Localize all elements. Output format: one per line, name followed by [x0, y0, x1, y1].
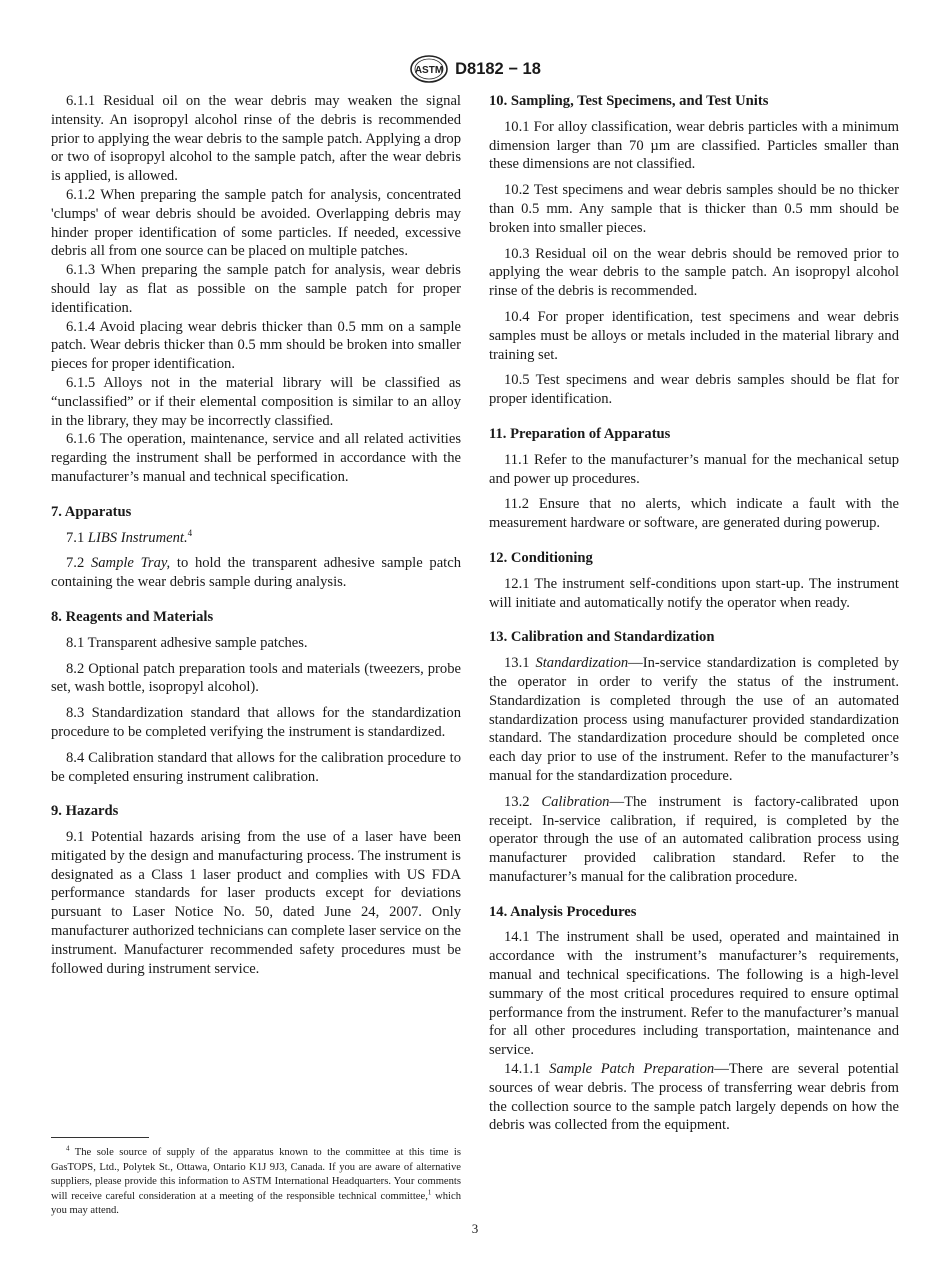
- paragraph-7-2: [51, 554, 461, 592]
- paragraph-6-1-6: 6.1.6 The operation, maintenance, service and all related activities regarding the instrument shall be performed in accordance with the manufacturer’s manual and technical specification.: [51, 431, 461, 485]
- paragraph-10-4: 10.4 For proper identification, test specimens and wear debris samples must be alloys or metals included in the material library and training set.: [489, 308, 899, 363]
- paragraph-8-4: 8.4 Calibration standard that allows for the calibration procedure to be completed ensuring instrument calibration.: [51, 749, 461, 785]
- paragraph-7-1-number: 7.1: [66, 529, 88, 546]
- footnote-marker: 4: [66, 1144, 70, 1153]
- paragraph-8-1: 8.1 Transparent adhesive sample patches.: [66, 634, 308, 651]
- footnote-4-text: [51, 1146, 461, 1219]
- paragraph-13-1-text: —In-service standardization is completed by the operator in order to verify the status of the instrument. Standardization is completed through the use of an automated standardization process using manufacturer provided standardization standard. The standardization procedure should be completed once each day prior to use of the instrument. Refer to the manufacturer’s manual for the standardization procedure.: [489, 655, 899, 784]
- paragraph-10-2: 10.2 Test specimens and wear debris samples should be no thicker than 0.5 mm. Any sample that is thicker than 0.5 mm should be broken into smaller pieces.: [489, 182, 899, 236]
- paragraph-13-1-title: Standardization: [535, 655, 629, 672]
- paragraph-13-2-title: Calibration: [541, 793, 610, 810]
- right-column: [489, 92, 899, 1135]
- paragraph-9-1: 9.1 Potential hazards arising from the use of a laser have been mitigated by the design and manufacturing process. The instrument is designated as a Class 1 laser product and complies with US FDA performance standards for laser products except for deviations pursuant to Laser Notice No. 50, dated June 24, 2007. Only manufacturer authorized technicians can complete laser service on the instrument. Manufacturer recommended safety procedures must be followed during instrument service.: [51, 829, 461, 977]
- paragraph-7-2-title: Sample Tray,: [90, 555, 171, 572]
- footnote-4: [51, 1146, 461, 1219]
- paragraph-14-1-1-text: —There are several potential sources of wear debris. The process of transferring wear debris from the collection source to the sample patch largely depends on how the debris was collected from the equipment.: [489, 1061, 899, 1134]
- paragraph-6-1-5: 6.1.5 Alloys not in the material library will be classified as “unclassified” or if their elemental composition is similar to an alloy in the library, they may be incorrectly classified.: [51, 374, 461, 429]
- paragraph-6-1-3: 6.1.3 When preparing the sample patch for analysis, wear debris should lay as flat as possible on the sample patch for proper identification.: [51, 262, 461, 316]
- paragraph-7-1: [51, 529, 461, 548]
- section-heading-apparatus: 7. Apparatus: [51, 503, 132, 520]
- footnote-ref-1: 1: [427, 1188, 432, 1197]
- paragraph-7-1-title: LIBS Instrument.: [87, 529, 188, 546]
- page-number: 3: [471, 1221, 479, 1236]
- paragraph-14-1-1-number: 14.1.1: [504, 1061, 550, 1078]
- paragraph-13-2: [489, 793, 899, 887]
- footnote-ref-4: 4: [187, 527, 193, 538]
- paragraph-10-1: 10.1 For alloy classification, wear debris particles with a minimum dimension larger than 70 µm are classified. Particles smaller than these dimensions are not classified.: [489, 118, 899, 173]
- paragraph-10-3: 10.3 Residual oil on the wear debris should be removed prior to applying the wear debris to the sample patch. An isopropyl alcohol rinse of the debris is recommended.: [489, 245, 899, 300]
- paragraph-14-1: 14.1 The instrument shall be used, operated and maintained in accordance with the instrument’s manufacturer’s requirements, manual and technical specifications. The following is a high-level summary of the most critical procedures required to ensure optimal performance from the instrument. Refer to the manufacturer’s manual for all other procedures including transportation, maintenance and service.: [489, 929, 899, 1059]
- paragraph-10-5: 10.5 Test specimens and wear debris samples should be flat for proper identification.: [489, 372, 899, 408]
- section-heading-analysis: 14. Analysis Procedures: [489, 903, 637, 920]
- paragraph-8-3: 8.3 Standardization standard that allows for the standardization procedure to be completed verifying the instrument is standardized.: [51, 705, 461, 740]
- paragraph-6-1-2: 6.1.2 When preparing the sample patch for analysis, concentrated 'clumps' of wear debris should be avoided. Overlapping debris may hinder proper identification of some particles. If needed, excessive debris all from one source can be placed on multiple patches.: [51, 186, 461, 260]
- paragraph-12-1: 12.1 The instrument self-conditions upon start-up. The instrument will initiate and automatically notify the operator when ready.: [489, 575, 899, 611]
- paragraph-11-1: 11.1 Refer to the manufacturer’s manual for the mechanical setup and power up procedures.: [489, 451, 899, 487]
- footnote-body-a: The sole source of supply of the apparatus known to the committee at this time is GasTOPS, Ltd., Polytek St., Ottawa, Ontario K1J 9J3, Canada. If you are aware of alternative suppliers, please provide this information to ASTM International Headquarters. Your comments will receive careful consideration at a meeting of the responsible technical committee,: [51, 1147, 461, 1202]
- section-heading-sampling: 10. Sampling, Test Specimens, and Test Units: [489, 93, 769, 109]
- paragraph-14-1-1-title: Sample Patch Preparation: [549, 1061, 715, 1078]
- section-heading-conditioning: 12. Conditioning: [489, 549, 593, 566]
- paragraph-6-1-4: 6.1.4 Avoid placing wear debris thicker than 0.5 mm on a sample patch. Wear debris thicker than 0.5 mm should be broken into smaller pieces for proper identification.: [51, 318, 461, 373]
- section-heading-calibration: 13. Calibration and Standardization: [489, 629, 715, 646]
- paragraph-13-1: [489, 654, 899, 786]
- paragraph-7-2-number: 7.2: [66, 555, 91, 572]
- paragraph-8-2: 8.2 Optional patch preparation tools and materials (tweezers, probe set, wash bottle, isopropyl alcohol).: [51, 660, 461, 696]
- svg-text:ASTM: ASTM: [414, 65, 444, 76]
- paragraph-13-1-number: 13.1: [504, 655, 536, 672]
- paragraph-11-2: 11.2 Ensure that no alerts, which indicate a fault with the measurement hardware or software, are generated during powerup.: [489, 496, 899, 532]
- document-designation: D8182 − 18: [455, 59, 541, 78]
- left-column: [51, 92, 461, 978]
- paragraph-6-1-1: 6.1.1 Residual oil on the wear debris may weaken the signal intensity. An isopropyl alcohol rinse of the debris is recommended prior to applying the wear debris to the sample patch. Applying a drop or two of isopropyl alcohol to the sample patch, after the wear debris is applied, is allowed.: [51, 93, 461, 185]
- paragraph-13-2-text: —The instrument is factory-calibrated upon receipt. In-service calibration, if required, is completed by the operator through the use of an automated calibration process using manufacturer provided calibration standard. Refer to the manufacturer’s manual for the calibration procedure.: [489, 793, 899, 885]
- footnote-body-b: which you may attend.: [51, 1190, 461, 1217]
- footnote-divider: [51, 1137, 149, 1138]
- paragraph-14-1-1: [489, 1060, 899, 1135]
- section-heading-preparation: 11. Preparation of Apparatus: [489, 425, 671, 442]
- section-heading-reagents: 8. Reagents and Materials: [51, 608, 214, 625]
- paragraph-7-2-text: to hold the transparent adhesive sample patch containing the wear debris sample during analysis.: [51, 555, 461, 591]
- page-header: [0, 54, 950, 84]
- section-heading-hazards: 9. Hazards: [51, 803, 119, 820]
- astm-logo-icon: [409, 54, 449, 84]
- paragraph-13-2-number: 13.2: [504, 793, 542, 810]
